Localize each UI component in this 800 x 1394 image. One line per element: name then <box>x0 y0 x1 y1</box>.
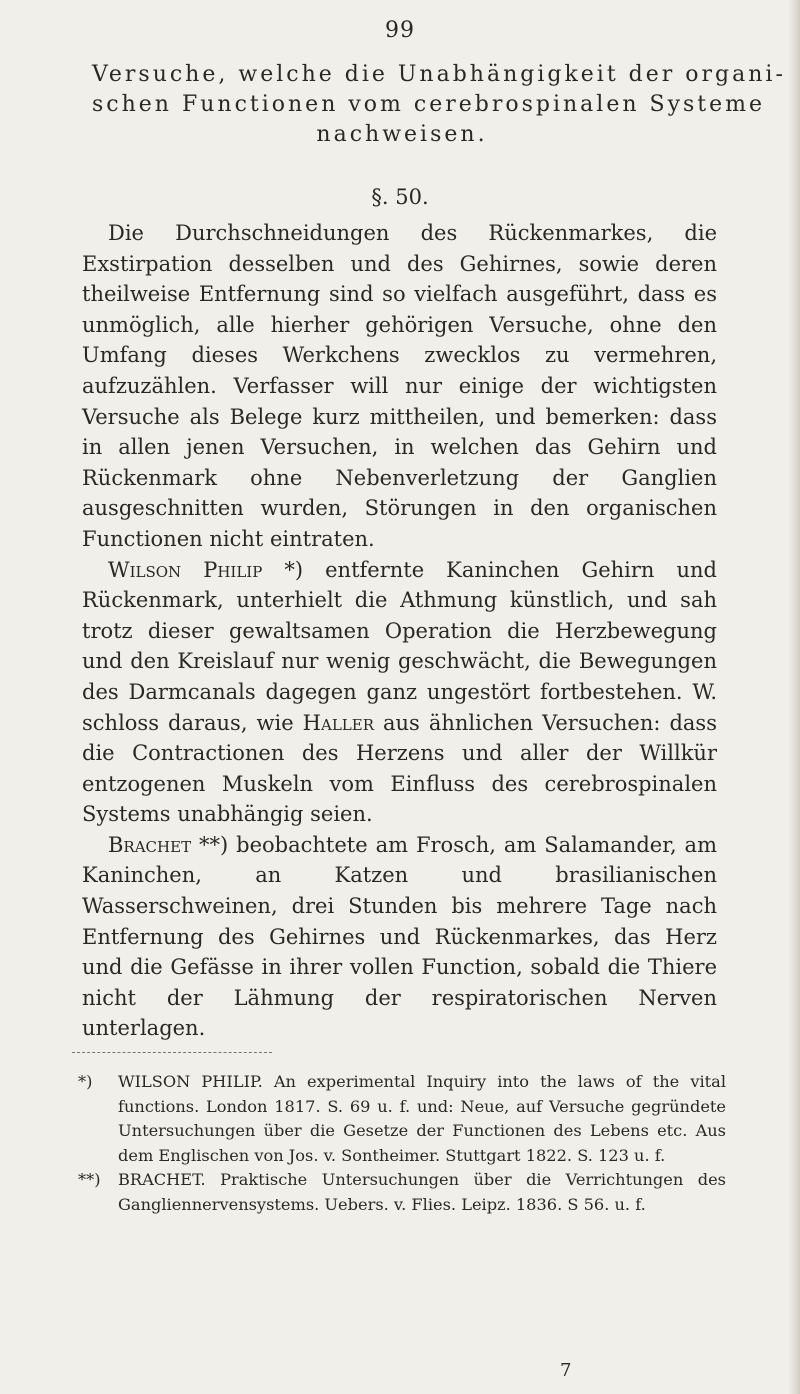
footnote-2 <box>78 1168 726 1217</box>
footnote-mark: *) <box>78 1072 93 1091</box>
paragraph-3-text: beobachtete am Frosch, am Salamander, am Kaninchen, an Katzen und brasilianischen Wasserschweinen, drei Stunden bis mehrere Tage nach Entfernung des Gehirnes und Rückenmarkes, das Herz und die Gefässe in ihrer vollen Function, sobald die Thiere nicht der Lähmung der respiratorischen Nerven unterlagen. <box>82 832 717 1041</box>
footnote-reference: *) <box>284 557 304 582</box>
paragraph-2-text-a: entfernte Kaninchen Gehirn und Rückenmark, unterhielt die Athmung künstlich, und sah trotz dieser gewaltsamen Operation die Herzbewegung und den Kreislauf nur wenig geschwächt, die Bewegungen des Darmcanals dagegen ganz ungestört fortbestehen. W. schloss daraus, wie <box>82 557 717 735</box>
heading-line-1: Versuche, welche die Unabhängigkeit der organi- <box>92 62 786 87</box>
author-name: Brachet <box>108 832 192 857</box>
heading-line-3: nachweisen. <box>316 122 488 147</box>
chapter-heading <box>92 60 786 150</box>
footnote-reference: **) <box>199 832 229 857</box>
paragraph-2 <box>82 555 717 830</box>
paragraph-3 <box>82 830 717 1044</box>
paragraph-1: Die Durchschneidungen des Rückenmarkes, die Exstirpation desselben und des Gehirnes, sowie deren theilweise Entfernung sind so vielfach ausgeführt, dass es unmöglich, alle hierher gehörigen Versuche, ohne den Umfang dieses Werkchens zwecklos zu vermehren, aufzuzählen. Verfasser will nur einige der wichtigsten Versuche als Belege kurz mittheilen, und bemerken: dass in allen jenen Versuchen, in welchen das Gehirn und Rückenmark ohne Nebenverletzung der Ganglien ausgeschnitten wurden, Störungen in den organischen Functionen nicht eintraten. <box>82 221 717 551</box>
author-name: Haller <box>302 710 374 735</box>
signature-mark: 7 <box>560 1360 572 1381</box>
author-name: Wilson Philip <box>108 557 263 582</box>
footnote-text: BRACHET. Praktische Untersuchungen über die Verrichtungen des Gangliennervensystems. Uebers. v. Flies. Leipz. 1836. S 56. u. f. <box>118 1170 726 1214</box>
paragraph-2-text-b: aus ähnlichen Versuchen: dass die Contractionen des Herzens und aller der Willkür entzogenen Muskeln vom Einfluss des cerebrospinalen Systems unabhängig seien. <box>82 710 717 827</box>
footnotes <box>78 1070 726 1217</box>
footnote-separator <box>72 1052 272 1053</box>
footnote-mark: **) <box>78 1170 101 1189</box>
page-edge-shadow <box>788 0 800 1394</box>
page-number: 99 <box>385 18 415 43</box>
body-text <box>82 218 717 1044</box>
footnote-1 <box>78 1070 726 1168</box>
footnote-text: WILSON PHILIP. An experimental Inquiry into the laws of the vital functions. London 1817. S. 69 u. f. und: Neue, auf Versuche gegründete Untersuchungen über die Gesetze der Functionen des Lebens etc. Aus dem Englischen von Jos. v. Sontheimer. Stuttgart 1822. S. 123 u. f. <box>118 1072 726 1165</box>
section-number: §. 50. <box>371 185 429 209</box>
heading-line-2: schen Functionen vom cerebrospinalen Systeme <box>92 92 766 117</box>
